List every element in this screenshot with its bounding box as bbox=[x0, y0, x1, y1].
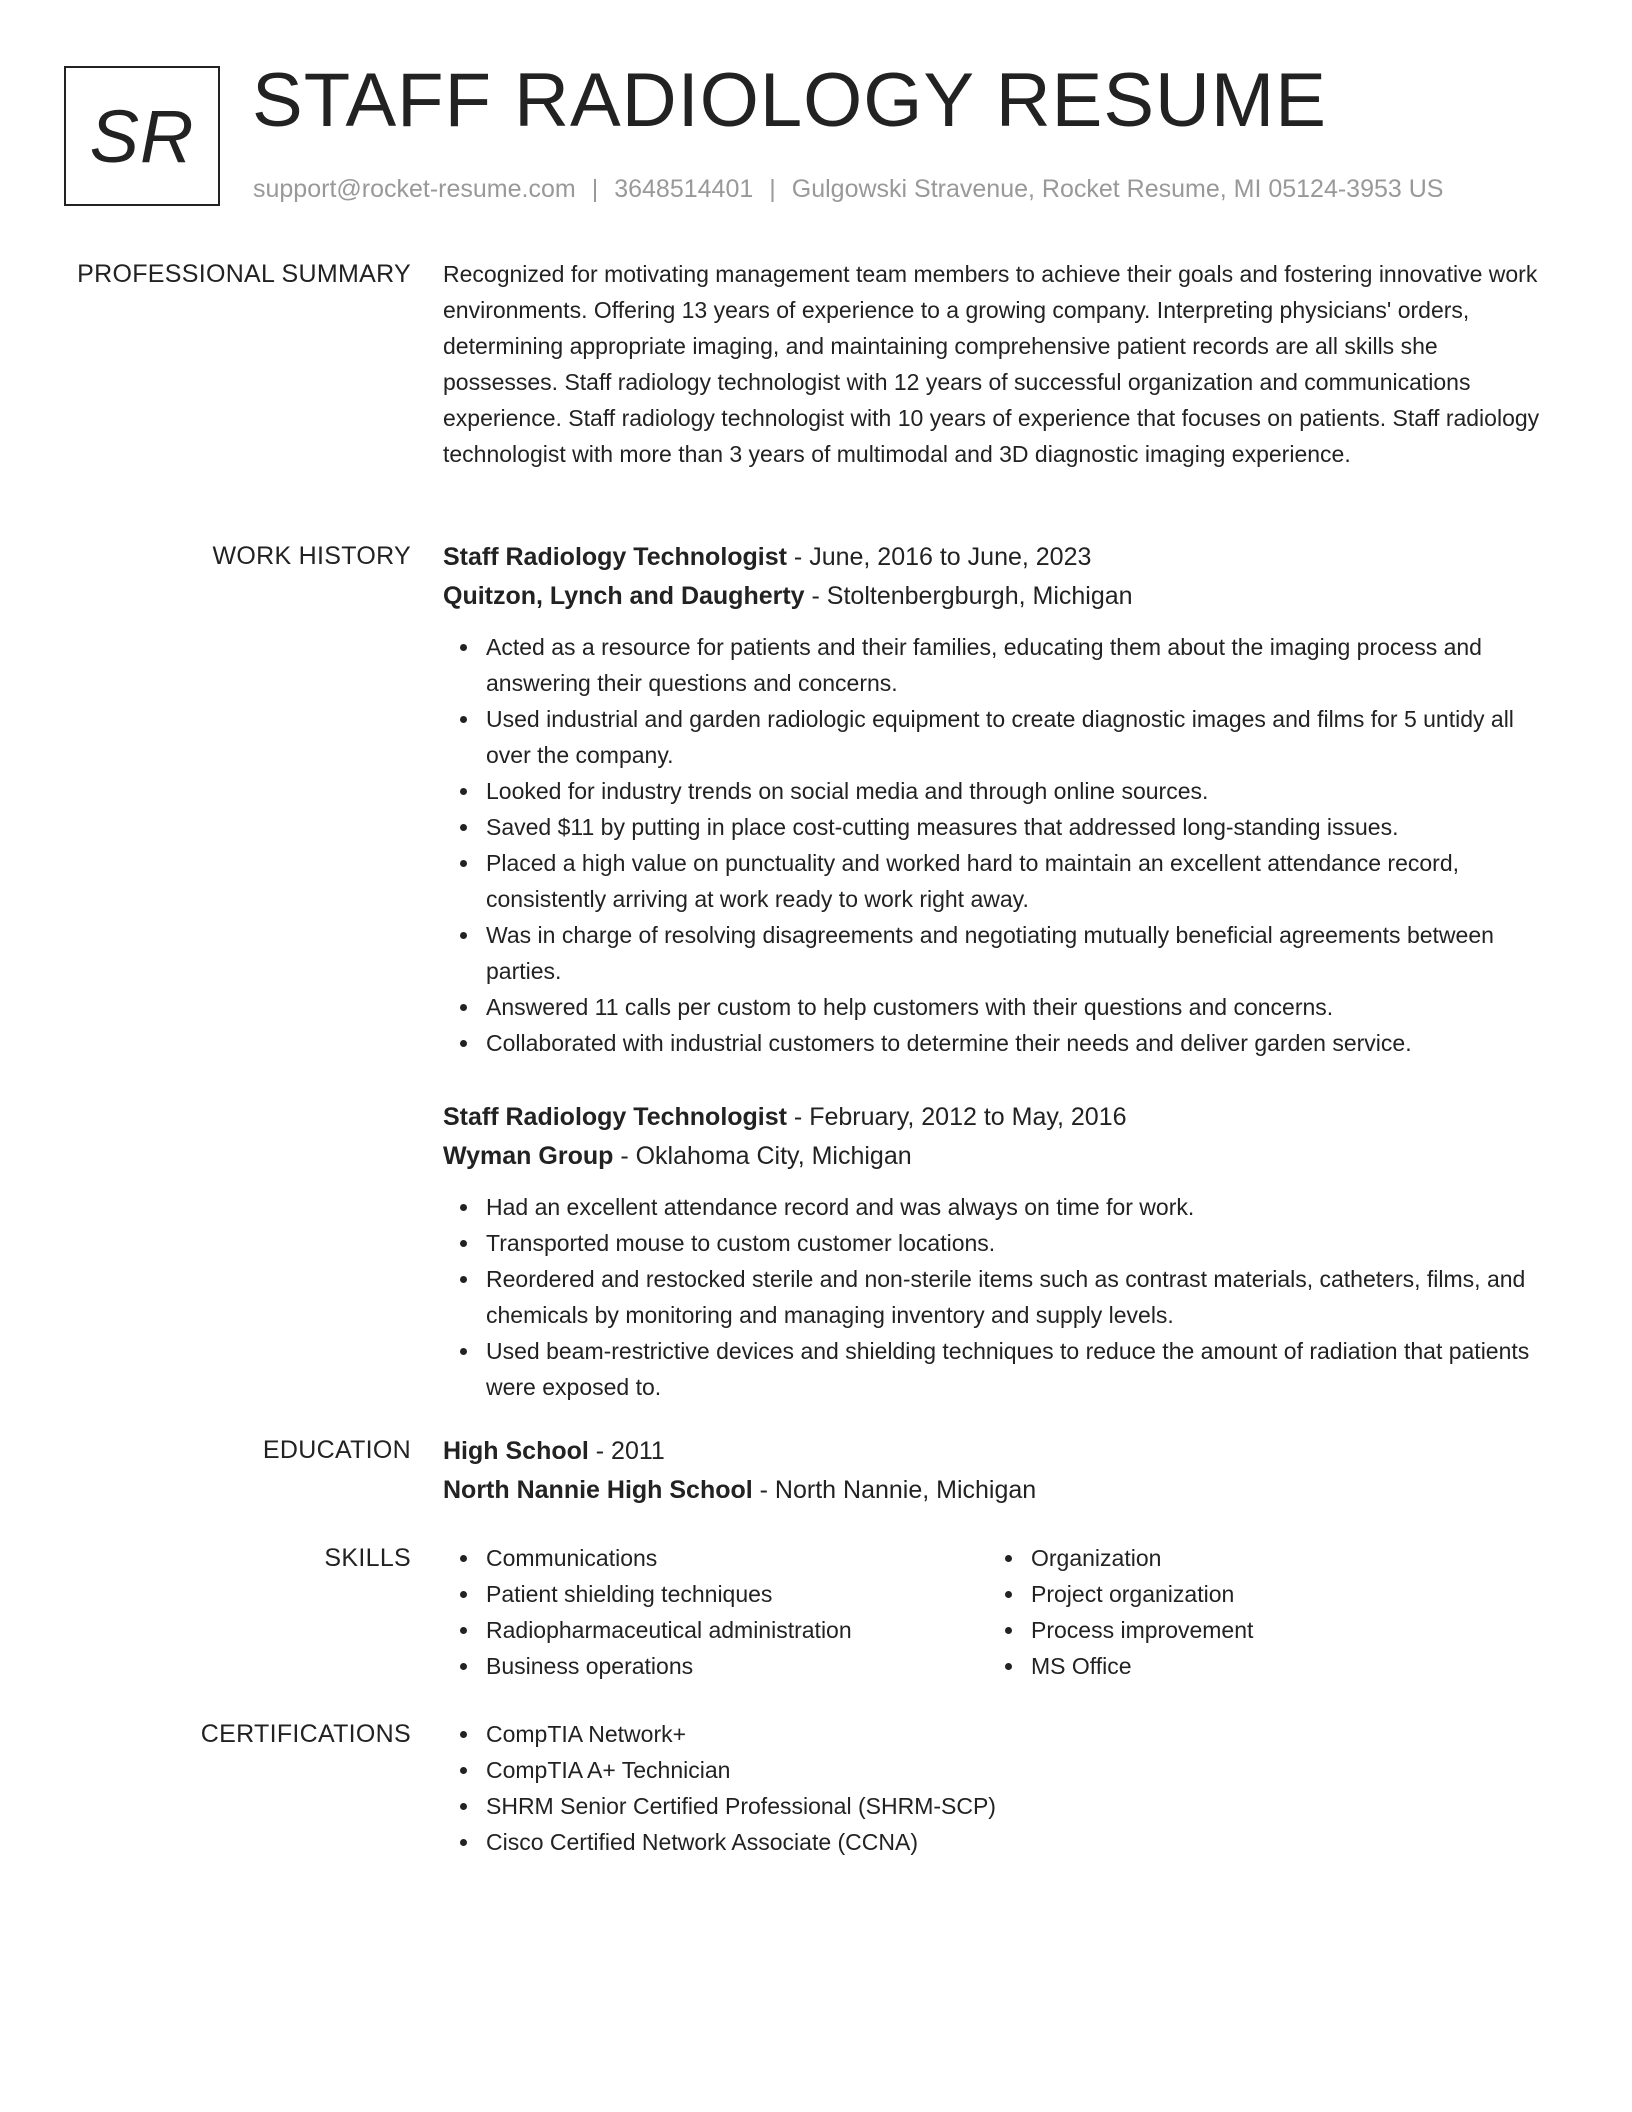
job-bullets bbox=[443, 629, 1553, 1061]
job-company: Wyman Group bbox=[443, 1142, 614, 1170]
list-item: Transported mouse to custom customer locations. bbox=[443, 1225, 1553, 1261]
job-company-line bbox=[443, 1137, 1553, 1176]
list-item: Used beam-restrictive devices and shielding techniques to reduce the amount of radiation that patients were exposed to. bbox=[443, 1333, 1553, 1405]
list-item: MS Office bbox=[988, 1648, 1533, 1684]
list-item: Organization bbox=[988, 1540, 1533, 1576]
list-item: Looked for industry trends on social media and through online sources. bbox=[443, 773, 1553, 809]
education-degree-line bbox=[443, 1432, 1553, 1471]
education-degree: High School bbox=[443, 1437, 589, 1465]
contact-line bbox=[253, 172, 1443, 206]
job-entry bbox=[443, 1098, 1553, 1405]
list-item: Reordered and restocked sterile and non-sterile items such as contrast materials, catheters, films, and chemicals by monitoring and managing inventory and supply levels. bbox=[443, 1261, 1553, 1333]
education-school: North Nannie High School bbox=[443, 1476, 753, 1504]
education-location: - North Nannie, Michigan bbox=[752, 1476, 1037, 1504]
list-item: Radiopharmaceutical administration bbox=[443, 1612, 988, 1648]
list-item: CompTIA A+ Technician bbox=[443, 1752, 1553, 1788]
contact-separator: | bbox=[591, 175, 599, 203]
education-school-line bbox=[443, 1471, 1553, 1510]
list-item: Placed a high value on punctuality and worked hard to maintain an excellent attendance record, consistently arriving at work ready to work right away. bbox=[443, 845, 1553, 917]
list-item: Acted as a resource for patients and their families, educating them about the imaging process and answering their questions and concerns. bbox=[443, 629, 1553, 701]
list-item: Collaborated with industrial customers to determine their needs and deliver garden service. bbox=[443, 1025, 1553, 1061]
list-item: Communications bbox=[443, 1540, 988, 1576]
list-item: Saved $11 by putting in place cost-cutting measures that addressed long-standing issues. bbox=[443, 809, 1553, 845]
education-year: - 2011 bbox=[588, 1437, 665, 1465]
job-company: Quitzon, Lynch and Daugherty bbox=[443, 582, 805, 610]
section-label-certifications: CERTIFICATIONS bbox=[200, 1720, 411, 1748]
contact-address: Gulgowski Stravenue, Rocket Resume, MI 05124-3953 US bbox=[791, 175, 1444, 203]
job-bullets bbox=[443, 1189, 1553, 1405]
job-title: Staff Radiology Technologist bbox=[443, 1103, 787, 1131]
job-title-line bbox=[443, 538, 1553, 577]
skills-body bbox=[443, 1540, 1553, 1684]
skills-list-right bbox=[988, 1540, 1533, 1684]
section-label-work-history: WORK HISTORY bbox=[212, 542, 411, 570]
list-item: Project organization bbox=[988, 1576, 1533, 1612]
resume-title: STAFF RADIOLOGY RESUME bbox=[252, 58, 1327, 143]
section-label-skills: SKILLS bbox=[324, 1544, 411, 1572]
skills-grid bbox=[443, 1540, 1553, 1684]
job-title-line bbox=[443, 1098, 1553, 1137]
contact-separator: | bbox=[769, 175, 776, 203]
skills-list-left bbox=[443, 1540, 988, 1684]
job-location: - Stoltenbergburgh, Michigan bbox=[804, 582, 1133, 610]
job-title: Staff Radiology Technologist bbox=[443, 543, 787, 571]
list-item: Used industrial and garden radiologic equipment to create diagnostic images and films for 5 untidy all over the company. bbox=[443, 701, 1553, 773]
list-item: Was in charge of resolving disagreements and negotiating mutually beneficial agreements between parties. bbox=[443, 917, 1553, 989]
job-entry bbox=[443, 538, 1553, 1061]
job-dates: - June, 2016 to June, 2023 bbox=[786, 543, 1092, 571]
section-label-education: EDUCATION bbox=[262, 1436, 411, 1464]
list-item: SHRM Senior Certified Professional (SHRM-SCP) bbox=[443, 1788, 1553, 1824]
list-item: Had an excellent attendance record and was always on time for work. bbox=[443, 1189, 1553, 1225]
list-item: Answered 11 calls per custom to help customers with their questions and concerns. bbox=[443, 989, 1553, 1025]
contact-email: support@rocket-resume.com bbox=[253, 175, 576, 203]
list-item: CompTIA Network+ bbox=[443, 1716, 1553, 1752]
job-dates: - February, 2012 to May, 2016 bbox=[786, 1103, 1127, 1131]
summary-body bbox=[443, 256, 1553, 472]
summary-text: Recognized for motivating management team members to achieve their goals and fostering innovative work environments. Offering 13 years of experience to a growing company. Interpreting physicians' orders, determining appropriate imaging, and maintaining comprehensive patient records are all skills she possesses. Staff radiology technologist with 12 years of successful organization and communications experience. Staff radiology technologist with 10 years of experience that focuses on patients. Staff radiology technologist with more than 3 years of multimodal and 3D diagnostic imaging experience. bbox=[443, 261, 1540, 467]
job-location: - Oklahoma City, Michigan bbox=[613, 1142, 912, 1170]
monogram-initials: SR bbox=[89, 94, 195, 178]
job-company-line bbox=[443, 577, 1553, 616]
list-item: Patient shielding techniques bbox=[443, 1576, 988, 1612]
monogram-box bbox=[64, 66, 220, 206]
certifications-list bbox=[443, 1716, 1553, 1860]
certifications-body bbox=[443, 1716, 1553, 1860]
work-history-body bbox=[443, 538, 1553, 1405]
list-item: Cisco Certified Network Associate (CCNA) bbox=[443, 1824, 1553, 1860]
section-label-summary: PROFESSIONAL SUMMARY bbox=[77, 260, 411, 288]
list-item: Process improvement bbox=[988, 1612, 1533, 1648]
list-item: Business operations bbox=[443, 1648, 988, 1684]
contact-phone: 3648514401 bbox=[614, 175, 754, 203]
education-body bbox=[443, 1432, 1553, 1510]
